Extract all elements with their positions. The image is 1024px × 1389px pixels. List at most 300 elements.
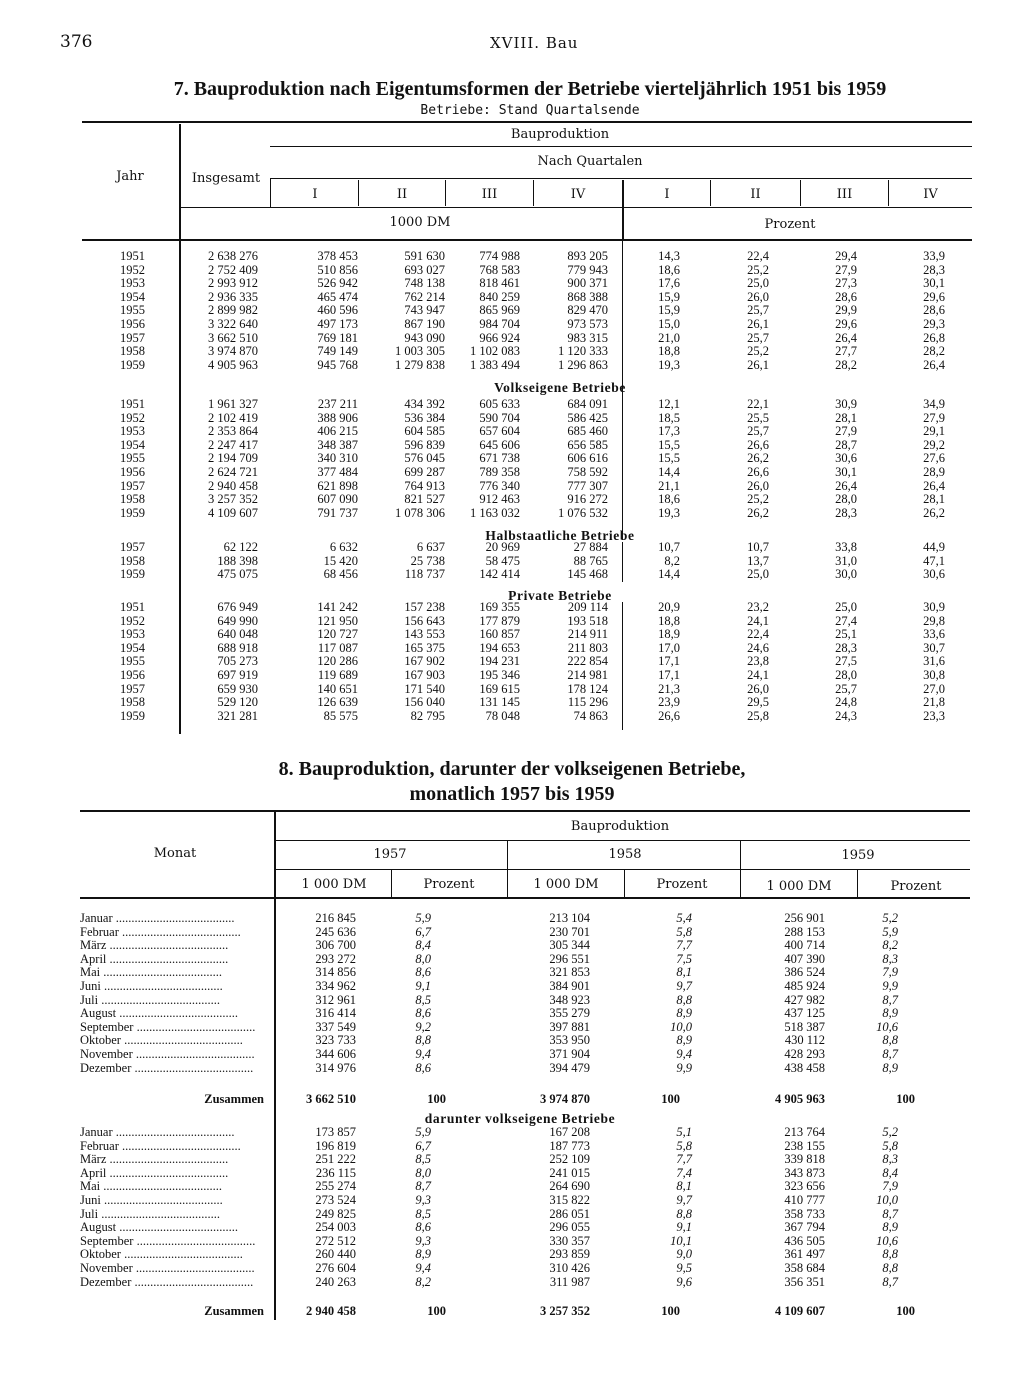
p58-cell: 7,5: [676, 951, 692, 966]
q1-dm-cell: 117 087: [317, 640, 358, 655]
p57-cell: 8,6: [415, 1006, 431, 1021]
q2-dm-cell: 6 637: [416, 540, 445, 554]
p58-cell: 8,8: [676, 1206, 692, 1221]
q2-pct-cell: 24,6: [747, 640, 769, 655]
dm58-cell: 213 104: [549, 911, 590, 925]
p59-cell: 8,9: [882, 1220, 898, 1235]
p57-cell: 8,9: [415, 1247, 431, 1262]
p59-cell: 7,9: [882, 1179, 898, 1194]
t7-col-q4: [533, 398, 608, 520]
year-cell: 1958: [120, 492, 145, 507]
dm58-cell: 305 344: [549, 938, 590, 953]
zusammen-label: Zusammen: [204, 1304, 264, 1318]
dm59-cell: 386 524: [784, 965, 825, 980]
q1-pct-cell: 15,9: [658, 303, 680, 318]
p57-cell: 8,2: [415, 1274, 431, 1289]
p58-cell: 7,4: [676, 1165, 692, 1180]
total-cell: 2 899 982: [208, 303, 258, 318]
p59-cell: 10,6: [876, 1233, 898, 1248]
q1-pct-cell: 17,1: [658, 654, 680, 669]
dm58-cell: 384 901: [549, 978, 590, 993]
t8-col-veb-dm58: [512, 1126, 590, 1289]
t7-col-total: [180, 398, 258, 520]
q2-dm-cell: 764 913: [404, 478, 445, 493]
total-cell: 688 918: [217, 640, 258, 655]
q2-pct-cell: 25,2: [747, 492, 769, 507]
dm59-cell: 361 497: [784, 1247, 825, 1262]
q3-pct-cell: 27,4: [835, 613, 857, 628]
q3-dm-cell: 142 414: [479, 567, 520, 582]
section-halbstaatliche: Halbstaatliche Betriebe: [485, 528, 635, 543]
q1-dm-cell: 460 596: [317, 303, 358, 318]
chapter-heading: XVIII. Bau: [490, 34, 579, 52]
col-nach-quartalen: Nach Quartalen: [537, 154, 643, 169]
q3-pct-cell: 27,9: [835, 424, 857, 439]
unit-pct: Prozent: [764, 217, 816, 232]
p59-cell: 8,7: [882, 1274, 898, 1289]
month-label: September .....: [80, 1021, 266, 1035]
q4-pct-cell: 28,3: [923, 262, 945, 277]
q4-dm-cell: 777 307: [567, 478, 608, 493]
total-cell: 659 930: [217, 681, 258, 696]
col-insgesamt: Insgesamt: [191, 171, 261, 186]
q1-dm-cell: 388 906: [317, 410, 358, 425]
dm57-cell: 314 976: [315, 1060, 356, 1075]
dm57-cell: 276 604: [315, 1260, 356, 1275]
dm57-cell: 323 733: [315, 1033, 356, 1048]
total-cell: 2 936 335: [208, 289, 258, 304]
q4-dm-cell: 916 272: [567, 492, 608, 507]
col-q3-dm: III: [481, 187, 498, 202]
q2-dm-cell: 171 540: [404, 681, 445, 696]
col-monat: Monat: [153, 846, 197, 861]
q1-dm-cell: 85 575: [323, 708, 358, 723]
q2-dm-cell: 25 738: [410, 553, 445, 568]
month-label: Oktober .....: [80, 1248, 266, 1262]
t7-col-p4: [889, 250, 945, 372]
p58-cell: 9,6: [676, 1274, 692, 1289]
month-label: Juni .....: [80, 1194, 266, 1208]
q1-dm-cell: 406 215: [317, 424, 358, 439]
q2-dm-cell: 157 238: [404, 600, 445, 614]
q3-dm-cell: 131 145: [479, 695, 520, 710]
table8-title-line2: monatlich 1957 bis 1959: [409, 783, 615, 805]
q1-pct-cell: 21,0: [658, 330, 680, 345]
q3-dm-cell: 774 988: [479, 249, 520, 263]
sum-cell: 100: [661, 1092, 680, 1106]
q1-dm-cell: 510 856: [317, 262, 358, 277]
dm58-cell: 330 357: [549, 1233, 590, 1248]
dm59-cell: 400 714: [784, 938, 825, 953]
dm59-cell: 339 818: [784, 1152, 825, 1167]
q2-pct-cell: 25,2: [747, 262, 769, 277]
q3-pct-cell: 28,6: [835, 289, 857, 304]
month-label: November .....: [80, 1262, 266, 1276]
q2-pct-cell: 25,7: [747, 330, 769, 345]
q4-dm-cell: 1 120 333: [558, 344, 608, 359]
year-cell: 1955: [120, 303, 145, 318]
t8-col-all-dm59: [745, 912, 825, 1075]
q3-pct-cell: 25,0: [835, 600, 857, 614]
t7-col-p3: [801, 398, 857, 520]
q3-pct-cell: 33,8: [835, 540, 857, 554]
month-label: August .....: [80, 1221, 266, 1235]
q2-dm-cell: 1 279 838: [395, 357, 445, 372]
q2-dm-cell: 821 527: [404, 492, 445, 507]
p57-cell: 8,4: [415, 938, 431, 953]
q2-pct-cell: 10,7: [747, 540, 769, 554]
q4-pct-cell: 33,6: [923, 627, 945, 642]
col-1957-pct: Prozent: [423, 877, 475, 892]
q4-pct-cell: 21,8: [923, 695, 945, 710]
q4-dm-cell: 586 425: [567, 410, 608, 425]
q2-dm-cell: 118 737: [404, 567, 445, 582]
p59-cell: 8,3: [882, 1152, 898, 1167]
t7-col-p1: [624, 250, 680, 372]
q1-dm-cell: 141 242: [317, 600, 358, 614]
sum-cell: 100: [427, 1304, 446, 1318]
q1-pct-cell: 18,9: [658, 627, 680, 642]
dm59-cell: 288 153: [784, 924, 825, 939]
q3-pct-cell: 24,3: [835, 708, 857, 723]
dm57-cell: 306 700: [315, 938, 356, 953]
q1-pct-cell: 23,9: [658, 695, 680, 710]
year-cell: 1959: [120, 708, 145, 723]
dm58-cell: 371 904: [549, 1046, 590, 1061]
total-cell: 2 624 721: [208, 464, 258, 479]
sum-cell: 4 109 607: [775, 1304, 825, 1318]
q1-dm-cell: 945 768: [317, 357, 358, 372]
q2-dm-cell: 434 392: [404, 397, 445, 411]
t8-col-veb-dm57: [280, 1126, 356, 1289]
q1-pct-cell: 17,1: [658, 667, 680, 682]
t7-col-q4: [533, 541, 608, 582]
dm57-cell: 254 003: [315, 1220, 356, 1235]
q1-dm-cell: 749 149: [317, 344, 358, 359]
dm58-cell: 167 208: [549, 1125, 590, 1139]
col-q1-dm: I: [312, 187, 318, 202]
year-cell: 1958: [120, 344, 145, 359]
p57-cell: 6,7: [415, 1138, 431, 1153]
dm59-cell: 356 351: [784, 1274, 825, 1289]
dm57-cell: 314 856: [315, 965, 356, 980]
month-label: Mai .....: [80, 1180, 266, 1194]
t7-col-q3: [445, 250, 520, 372]
total-cell: 4 905 963: [208, 357, 258, 372]
dm57-cell: 245 636: [315, 924, 356, 939]
t7-col-q4: [533, 601, 608, 723]
t7-col-q3: [445, 398, 520, 520]
q2-dm-cell: 167 903: [404, 667, 445, 682]
dm59-cell: 256 901: [784, 911, 825, 925]
col-year-1959: 1959: [841, 848, 875, 863]
q4-dm-cell: 684 091: [567, 397, 608, 411]
q4-dm-cell: 685 460: [567, 424, 608, 439]
q3-dm-cell: 645 606: [479, 437, 520, 452]
p58-cell: 7,7: [676, 1152, 692, 1167]
col-bauproduktion: Bauproduktion: [510, 127, 610, 142]
q3-pct-cell: 24,8: [835, 695, 857, 710]
q3-pct-cell: 29,6: [835, 316, 857, 331]
t8-col-all-dm58: [512, 912, 590, 1075]
q3-dm-cell: 1 383 494: [470, 357, 520, 372]
q2-dm-cell: 762 214: [404, 289, 445, 304]
q1-dm-cell: 607 090: [317, 492, 358, 507]
dm59-cell: 438 458: [784, 1060, 825, 1075]
col-q2-dm: II: [396, 187, 408, 202]
q3-dm-cell: 776 340: [479, 478, 520, 493]
total-cell: 2 247 417: [208, 437, 258, 452]
q1-pct-cell: 18,6: [658, 492, 680, 507]
p59-cell: 8,8: [882, 1247, 898, 1262]
dm59-cell: 518 387: [784, 1019, 825, 1034]
p58-cell: 7,7: [676, 938, 692, 953]
p59-cell: 5,2: [882, 911, 898, 925]
p58-cell: 9,0: [676, 1247, 692, 1262]
p57-cell: 5,9: [415, 1125, 431, 1139]
year-cell: 1951: [120, 600, 145, 614]
q3-pct-cell: 29,4: [835, 249, 857, 263]
year-cell: 1953: [120, 627, 145, 642]
dm58-cell: 293 859: [549, 1247, 590, 1262]
dm57-cell: 196 819: [315, 1138, 356, 1153]
q3-pct-cell: 31,0: [835, 553, 857, 568]
q1-pct-cell: 15,9: [658, 289, 680, 304]
q3-pct-cell: 28,1: [835, 410, 857, 425]
q4-pct-cell: 29,2: [923, 437, 945, 452]
year-cell: 1957: [120, 478, 145, 493]
col-q3-pct: III: [836, 187, 853, 202]
q2-dm-cell: 591 630: [404, 249, 445, 263]
dm59-cell: 485 924: [784, 978, 825, 993]
q4-pct-cell: 34,9: [923, 397, 945, 411]
dm59-cell: 430 112: [784, 1033, 825, 1048]
total-cell: 697 919: [217, 667, 258, 682]
t7-col-p2: [711, 601, 769, 723]
year-cell: 1953: [120, 424, 145, 439]
q2-dm-cell: 576 045: [404, 451, 445, 466]
q2-pct-cell: 26,1: [747, 316, 769, 331]
q4-pct-cell: 26,4: [923, 478, 945, 493]
q4-pct-cell: 31,6: [923, 654, 945, 669]
total-cell: 2 940 458: [208, 478, 258, 493]
total-cell: 676 949: [217, 600, 258, 614]
q3-pct-cell: 28,0: [835, 667, 857, 682]
sum-cell: 3 974 870: [540, 1092, 590, 1106]
q3-dm-cell: 177 879: [479, 613, 520, 628]
total-cell: 2 638 276: [208, 249, 258, 263]
total-cell: 3 257 352: [208, 492, 258, 507]
dm57-cell: 316 414: [315, 1006, 356, 1021]
q1-pct-cell: 14,4: [658, 464, 680, 479]
p59-cell: 8,3: [882, 951, 898, 966]
dm59-cell: 323 656: [784, 1179, 825, 1194]
q1-pct-cell: 15,0: [658, 316, 680, 331]
q1-pct-cell: 21,1: [658, 478, 680, 493]
q2-dm-cell: 82 795: [410, 708, 445, 723]
p58-cell: 8,8: [676, 992, 692, 1007]
q4-pct-cell: 27,6: [923, 451, 945, 466]
q3-dm-cell: 966 924: [479, 330, 520, 345]
month-label: Mai .....: [80, 966, 266, 980]
q1-dm-cell: 119 689: [317, 667, 358, 682]
t7-col-q1: [270, 250, 358, 372]
t8-month-column: [80, 912, 266, 1075]
q4-dm-cell: 893 205: [567, 249, 608, 263]
q1-pct-cell: 26,6: [658, 708, 680, 723]
q4-pct-cell: 29,1: [923, 424, 945, 439]
q1-pct-cell: 14,3: [658, 249, 680, 263]
dm57-cell: 255 274: [315, 1179, 356, 1194]
q3-dm-cell: 818 461: [479, 276, 520, 291]
q1-pct-cell: 14,4: [658, 567, 680, 582]
q4-dm-cell: 193 518: [567, 613, 608, 628]
dm58-cell: 355 279: [549, 1006, 590, 1021]
dm58-cell: 264 690: [549, 1179, 590, 1194]
q1-pct-cell: 19,3: [658, 505, 680, 520]
dm57-cell: 236 115: [315, 1165, 356, 1180]
total-cell: 2 194 709: [208, 451, 258, 466]
q3-dm-cell: 671 738: [479, 451, 520, 466]
p57-cell: 8,7: [415, 1179, 431, 1194]
q2-pct-cell: 26,0: [747, 289, 769, 304]
q2-dm-cell: 943 090: [404, 330, 445, 345]
p58-cell: 5,4: [676, 911, 692, 925]
year-cell: 1952: [120, 262, 145, 277]
q4-pct-cell: 30,7: [923, 640, 945, 655]
q4-pct-cell: 47,1: [923, 553, 945, 568]
q4-pct-cell: 29,3: [923, 316, 945, 331]
total-cell: 3 974 870: [208, 344, 258, 359]
q4-pct-cell: 26,4: [923, 357, 945, 372]
month-label: Januar .....: [80, 1126, 266, 1140]
t7-col-q3: [445, 541, 520, 582]
p58-cell: 8,1: [676, 965, 692, 980]
col-1959-pct: Prozent: [890, 879, 942, 894]
dm59-cell: 358 684: [784, 1260, 825, 1275]
month-label: August .....: [80, 1007, 266, 1021]
q3-dm-cell: 20 969: [485, 540, 520, 554]
page-number: 376: [60, 32, 93, 52]
t8-month-column: [80, 1126, 266, 1289]
p59-cell: 8,2: [882, 938, 898, 953]
year-cell: 1952: [120, 613, 145, 628]
t8-col-all-p59: [862, 912, 898, 1075]
q4-pct-cell: 28,2: [923, 344, 945, 359]
q4-dm-cell: 214 911: [567, 627, 608, 642]
p57-cell: 9,3: [415, 1233, 431, 1248]
t7-col-p3: [801, 541, 857, 582]
month-label: Dezember .....: [80, 1276, 266, 1290]
q4-dm-cell: 758 592: [567, 464, 608, 479]
dm57-cell: 312 961: [315, 992, 356, 1007]
total-cell: 649 990: [217, 613, 258, 628]
q4-dm-cell: 222 854: [567, 654, 608, 669]
total-cell: 3 322 640: [208, 316, 258, 331]
year-cell: 1956: [120, 316, 145, 331]
p58-cell: 10,0: [670, 1019, 692, 1034]
p59-cell: 10,6: [876, 1019, 898, 1034]
q1-pct-cell: 18,8: [658, 613, 680, 628]
dm58-cell: 353 950: [549, 1033, 590, 1048]
q2-pct-cell: 22,4: [747, 627, 769, 642]
t7-col-p1: [624, 541, 680, 582]
dm58-cell: 315 822: [549, 1192, 590, 1207]
q4-pct-cell: 23,3: [923, 708, 945, 723]
month-label: März .....: [80, 1153, 266, 1167]
q3-pct-cell: 27,3: [835, 276, 857, 291]
q1-pct-cell: 18,8: [658, 344, 680, 359]
total-cell: 3 662 510: [208, 330, 258, 345]
q4-dm-cell: 178 124: [567, 681, 608, 696]
p59-cell: 9,9: [882, 978, 898, 993]
p58-cell: 8,9: [676, 1033, 692, 1048]
year-cell: 1951: [120, 249, 145, 263]
q3-pct-cell: 28,3: [835, 505, 857, 520]
q2-pct-cell: 23,2: [747, 600, 769, 614]
month-label: September .....: [80, 1235, 266, 1249]
q2-dm-cell: 699 287: [404, 464, 445, 479]
q4-dm-cell: 1 076 532: [558, 505, 608, 520]
t7-col-years: [95, 398, 145, 520]
q1-pct-cell: 19,3: [658, 357, 680, 372]
dm59-cell: 428 293: [784, 1046, 825, 1061]
total-cell: 529 120: [217, 695, 258, 710]
year-cell: 1954: [120, 437, 145, 452]
q2-dm-cell: 693 027: [404, 262, 445, 277]
p59-cell: 8,7: [882, 992, 898, 1007]
t7-col-p1: [624, 601, 680, 723]
q2-pct-cell: 13,7: [747, 553, 769, 568]
month-label: Januar .....: [80, 912, 266, 926]
q3-pct-cell: 30,6: [835, 451, 857, 466]
q4-pct-cell: 28,9: [923, 464, 945, 479]
q4-dm-cell: 983 315: [567, 330, 608, 345]
q1-dm-cell: 237 211: [317, 397, 358, 411]
sum-cell: 100: [661, 1304, 680, 1318]
q1-pct-cell: 18,5: [658, 410, 680, 425]
t7-col-years: [95, 250, 145, 372]
q3-pct-cell: 30,1: [835, 464, 857, 479]
p59-cell: 8,7: [882, 1206, 898, 1221]
total-cell: 188 398: [217, 553, 258, 568]
total-cell: 640 048: [217, 627, 258, 642]
q4-dm-cell: 1 296 863: [558, 357, 608, 372]
t7-col-q1: [270, 541, 358, 582]
col-1958-pct: Prozent: [656, 877, 708, 892]
p59-cell: 8,4: [882, 1165, 898, 1180]
total-cell: 4 109 607: [208, 505, 258, 520]
q4-pct-cell: 26,8: [923, 330, 945, 345]
dm58-cell: 310 426: [549, 1260, 590, 1275]
q4-dm-cell: 900 371: [567, 276, 608, 291]
dm57-cell: 260 440: [315, 1247, 356, 1262]
total-cell: 2 993 912: [208, 276, 258, 291]
q2-pct-cell: 25,8: [747, 708, 769, 723]
q3-pct-cell: 27,9: [835, 262, 857, 277]
dm58-cell: 348 923: [549, 992, 590, 1007]
q2-pct-cell: 25,5: [747, 410, 769, 425]
month-label: Dezember .....: [80, 1062, 266, 1076]
month-label: Juli .....: [80, 1208, 266, 1222]
q3-dm-cell: 984 704: [479, 316, 520, 331]
q2-pct-cell: 23,8: [747, 654, 769, 669]
p57-cell: 8,8: [415, 1033, 431, 1048]
q1-pct-cell: 20,9: [658, 600, 680, 614]
sum-cell: 2 940 458: [306, 1304, 356, 1318]
q1-pct-cell: 12,1: [658, 397, 680, 411]
q2-dm-cell: 867 190: [404, 316, 445, 331]
